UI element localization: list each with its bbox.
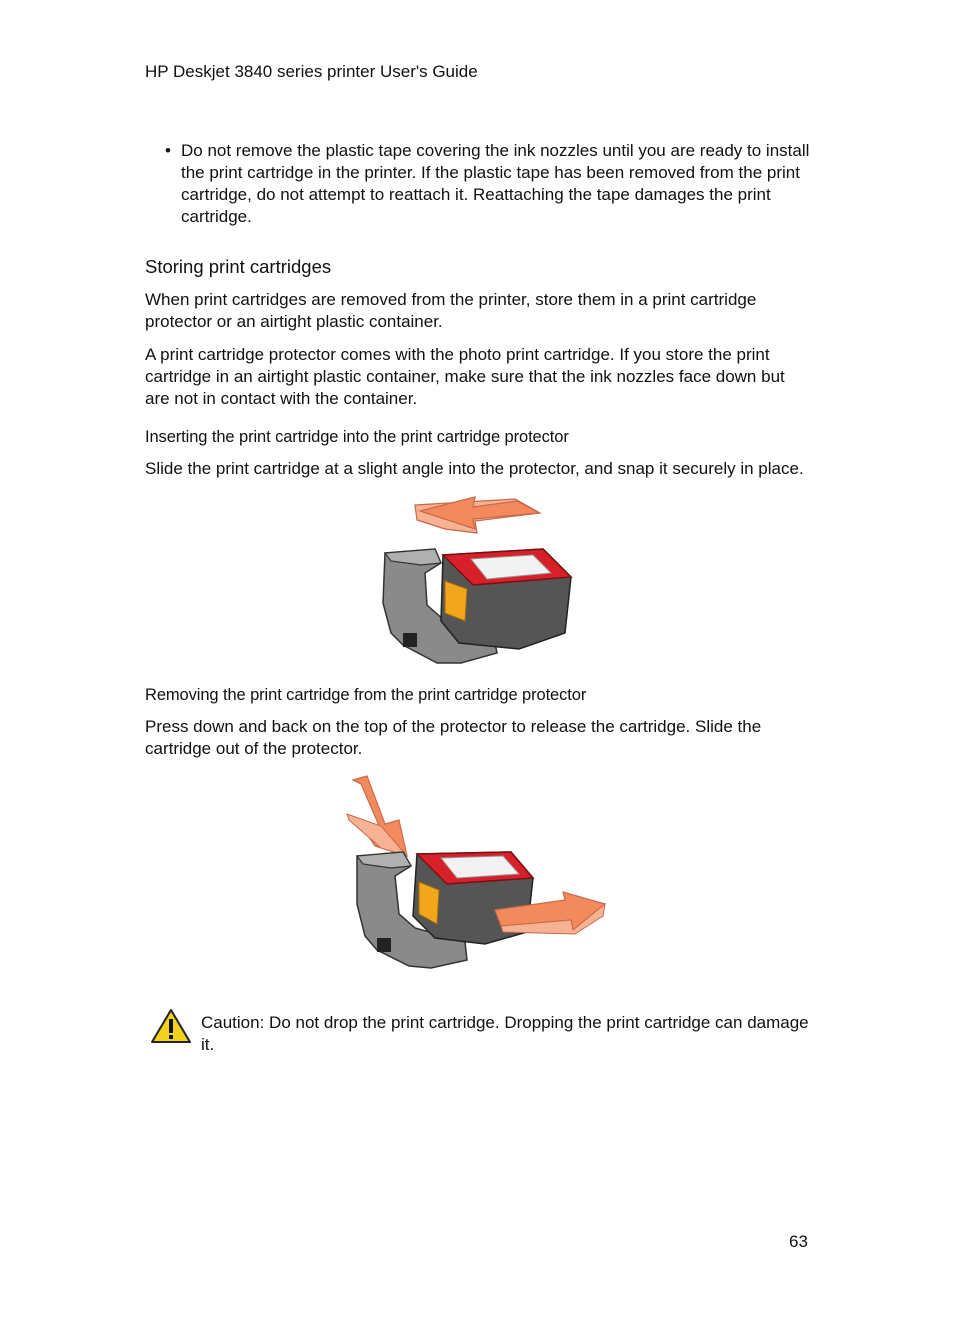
caution-text: Caution: Do not drop the print cartridge. Dropping the print cartridge can damage it.: [201, 1013, 809, 1054]
list-item: [165, 140, 813, 228]
inserting-paragraph: Slide the print cartridge at a slight angle into the protector, and snap it securely in place.: [145, 459, 804, 478]
bullet-marker: •: [165, 141, 171, 160]
page-number: 63: [789, 1232, 808, 1251]
print-cartridge-shape: [441, 549, 571, 649]
storing-paragraph-1: When print cartridges are removed from the printer, store them in a print cartridge protector or an airtight plastic container.: [145, 290, 757, 331]
warning-icon: [150, 1008, 196, 1049]
remove-cartridge-illustration: [145, 774, 813, 974]
bullet-text: Do not remove the plastic tape covering the ink nozzles until you are ready to install the print cartridge in the printer. If the plastic tape has been removed from the print cartridge, do not attempt to reattach it. Reattaching the tape damages the print cartridge.: [181, 141, 810, 226]
removing-paragraph: Press down and back on the top of the protector to release the cartridge. Slide the cartridge out of the protector.: [145, 717, 762, 758]
left-arrow-icon: [415, 497, 540, 533]
caution-box: [145, 1012, 813, 1056]
page-header: HP Deskjet 3840 series printer User's Guide: [145, 62, 478, 81]
subheading-inserting: Inserting the print cartridge into the print cartridge protector: [145, 428, 569, 446]
page-content: [145, 140, 813, 1056]
subheading-removing: Removing the print cartridge from the print cartridge protector: [145, 686, 587, 704]
storing-paragraph-2: A print cartridge protector comes with the photo print cartridge. If you store the print cartridge in an airtight plastic container, make sure that the ink nozzles face down but are not in contact with the container.: [145, 345, 785, 408]
down-arrow-icon: [347, 776, 407, 856]
insert-cartridge-illustration: [145, 493, 813, 668]
section-heading-storing: Storing print cartridges: [145, 256, 332, 277]
